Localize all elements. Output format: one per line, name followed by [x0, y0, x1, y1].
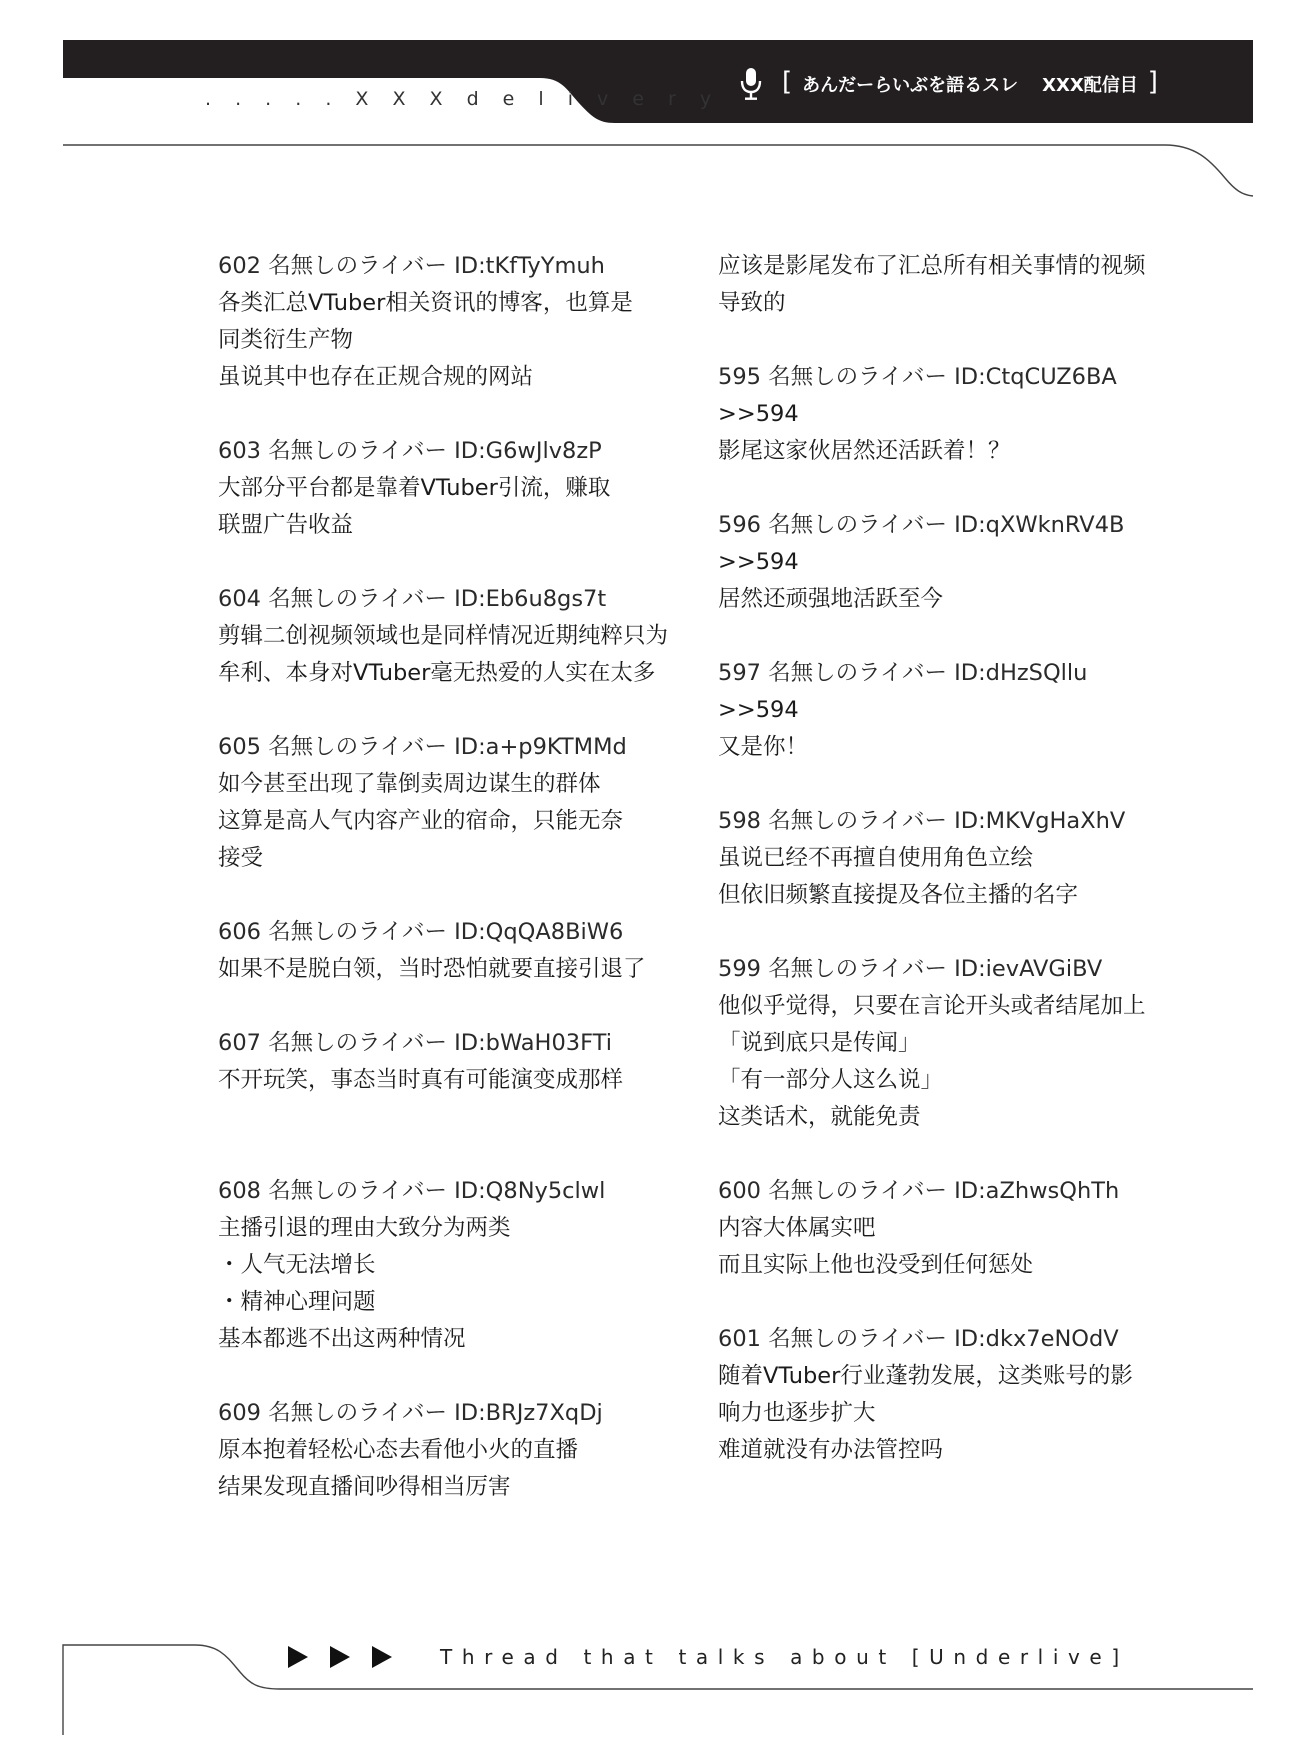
post-596 — [718, 507, 1198, 618]
post-line: 这算是高人气内容产业的宿命，只能无奈 — [218, 808, 624, 834]
play-arrow-icon — [288, 1646, 308, 1668]
post-header: 601 名無しのライバー ID:dkx7eNOdV — [718, 1326, 1119, 1352]
post-line: 而且实际上他也没受到任何惩处 — [718, 1252, 1034, 1278]
post-line: 但依旧频繁直接提及各位主播的名字 — [718, 882, 1079, 908]
post-header: 603 名無しのライバー ID:G6wJlv8zP — [218, 438, 602, 464]
post-598 — [718, 803, 1198, 914]
post-header: 604 名無しのライバー ID:Eb6u8gs7t — [218, 586, 607, 612]
post-line: 导致的 — [718, 290, 786, 316]
header-band — [0, 0, 1308, 220]
post-header: 602 名無しのライバー ID:tKfTyYmuh — [218, 253, 605, 279]
post-line: 内容大体属实吧 — [718, 1215, 876, 1241]
post-reply-link: >>594 — [718, 697, 799, 723]
post-line: 随着VTuber行业蓬勃发展，这类账号的影 — [718, 1363, 1133, 1389]
post-606 — [218, 914, 713, 988]
post-line: 影尾这家伙居然还活跃着！？ — [718, 438, 1011, 464]
post-line: 虽说其中也存在正规合规的网站 — [218, 364, 534, 390]
footer-rule — [0, 1620, 1308, 1745]
post-594-continued — [718, 248, 1198, 322]
header-title-block — [738, 64, 1168, 104]
post-line: 居然还顽强地活跃至今 — [718, 586, 944, 612]
header-thread-title: あんだーらいぶを語るスレ — [802, 75, 1019, 96]
microphone-icon — [738, 67, 764, 101]
post-reply-link: >>594 — [718, 549, 799, 575]
header-left-caption: . . . . . X X X d e l i v e r y — [205, 88, 721, 110]
footer-arrows — [288, 1646, 392, 1668]
post-line: 结果发现直播间吵得相当厉害 — [218, 1474, 511, 1500]
post-header: 605 名無しのライバー ID:a+p9KTMMd — [218, 734, 627, 760]
post-line: 原本抱着轻松心态去看他小火的直播 — [218, 1437, 579, 1463]
right-column — [718, 248, 1198, 1469]
play-arrow-icon — [372, 1646, 392, 1668]
post-605 — [218, 729, 713, 877]
post-header: 597 名無しのライバー ID:dHzSQllu — [718, 660, 1088, 686]
post-line: 虽说已经不再擅自使用角色立绘 — [718, 845, 1034, 871]
post-header: 609 名無しのライバー ID:BRJz7XqDj — [218, 1400, 603, 1426]
post-line: 「说到底只是传闻」 — [718, 1030, 921, 1056]
post-604 — [218, 581, 713, 692]
bracket-open: [ — [782, 67, 793, 97]
post-601 — [718, 1321, 1198, 1469]
post-line: ・精神心理问题 — [218, 1289, 376, 1315]
post-reply-link: >>594 — [718, 401, 799, 427]
post-header: 600 名無しのライバー ID:aZhwsQhTh — [718, 1178, 1120, 1204]
post-line: 如今甚至出现了靠倒卖周边谋生的群体 — [218, 771, 601, 797]
left-column — [218, 248, 713, 1506]
post-header: 608 名無しのライバー ID:Q8Ny5clwl — [218, 1178, 606, 1204]
post-line: 接受 — [218, 845, 264, 871]
post-line: 难道就没有办法管控吗 — [718, 1437, 944, 1463]
post-line: 他似乎觉得，只要在言论开头或者结尾加上 — [718, 993, 1146, 1019]
post-header: 595 名無しのライバー ID:CtqCUZ6BA — [718, 364, 1117, 390]
post-602 — [218, 248, 713, 396]
post-line: 主播引退的理由大致分为两类 — [218, 1215, 511, 1241]
post-595 — [718, 359, 1198, 470]
post-line: 「有一部分人这么说」 — [718, 1067, 944, 1093]
post-header: 607 名無しのライバー ID:bWaH03FTi — [218, 1030, 612, 1056]
post-line: 不开玩笑，事态当时真有可能演变成那样 — [218, 1067, 624, 1093]
post-600 — [718, 1173, 1198, 1284]
post-line: 应该是影尾发布了汇总所有相关事情的视频 — [718, 253, 1146, 279]
post-header: 606 名無しのライバー ID:QqQA8BiW6 — [218, 919, 624, 945]
play-arrow-icon — [330, 1646, 350, 1668]
post-line: 这类话术，就能免责 — [718, 1104, 921, 1130]
post-header: 596 名無しのライバー ID:qXWknRV4B — [718, 512, 1125, 538]
post-line: 如果不是脱白领，当时恐怕就要直接引退了 — [218, 956, 646, 982]
post-line: 同类衍生产物 — [218, 327, 354, 353]
post-header: 599 名無しのライバー ID:ievAVGiBV — [718, 956, 1103, 982]
post-line: 各类汇总VTuber相关资讯的博客，也算是 — [218, 290, 633, 316]
post-line: 联盟广告收益 — [218, 512, 354, 538]
post-608 — [218, 1173, 713, 1358]
post-line: ・人气无法增长 — [218, 1252, 376, 1278]
post-line: 大部分平台都是靠着VTuber引流，赚取 — [218, 475, 611, 501]
post-597 — [718, 655, 1198, 766]
post-line: 剪辑二创视频领域也是同样情况近期纯粹只为 — [218, 623, 669, 649]
post-line: 又是你！ — [718, 734, 809, 760]
post-line: 牟利、本身对VTuber毫无热爱的人实在太多 — [218, 660, 656, 686]
post-header: 598 名無しのライバー ID:MKVgHaXhV — [718, 808, 1126, 834]
post-603 — [218, 433, 713, 544]
footer-caption: Thread that talks about [Underlive] — [440, 1645, 1129, 1669]
post-609 — [218, 1395, 713, 1506]
post-line: 基本都逃不出这两种情况 — [218, 1326, 466, 1352]
post-599 — [718, 951, 1198, 1136]
post-607 — [218, 1025, 713, 1099]
bracket-close: ] — [1147, 67, 1158, 97]
post-line: 响力也逐步扩大 — [718, 1400, 876, 1426]
header-episode: XXX配信目 — [1042, 75, 1138, 96]
